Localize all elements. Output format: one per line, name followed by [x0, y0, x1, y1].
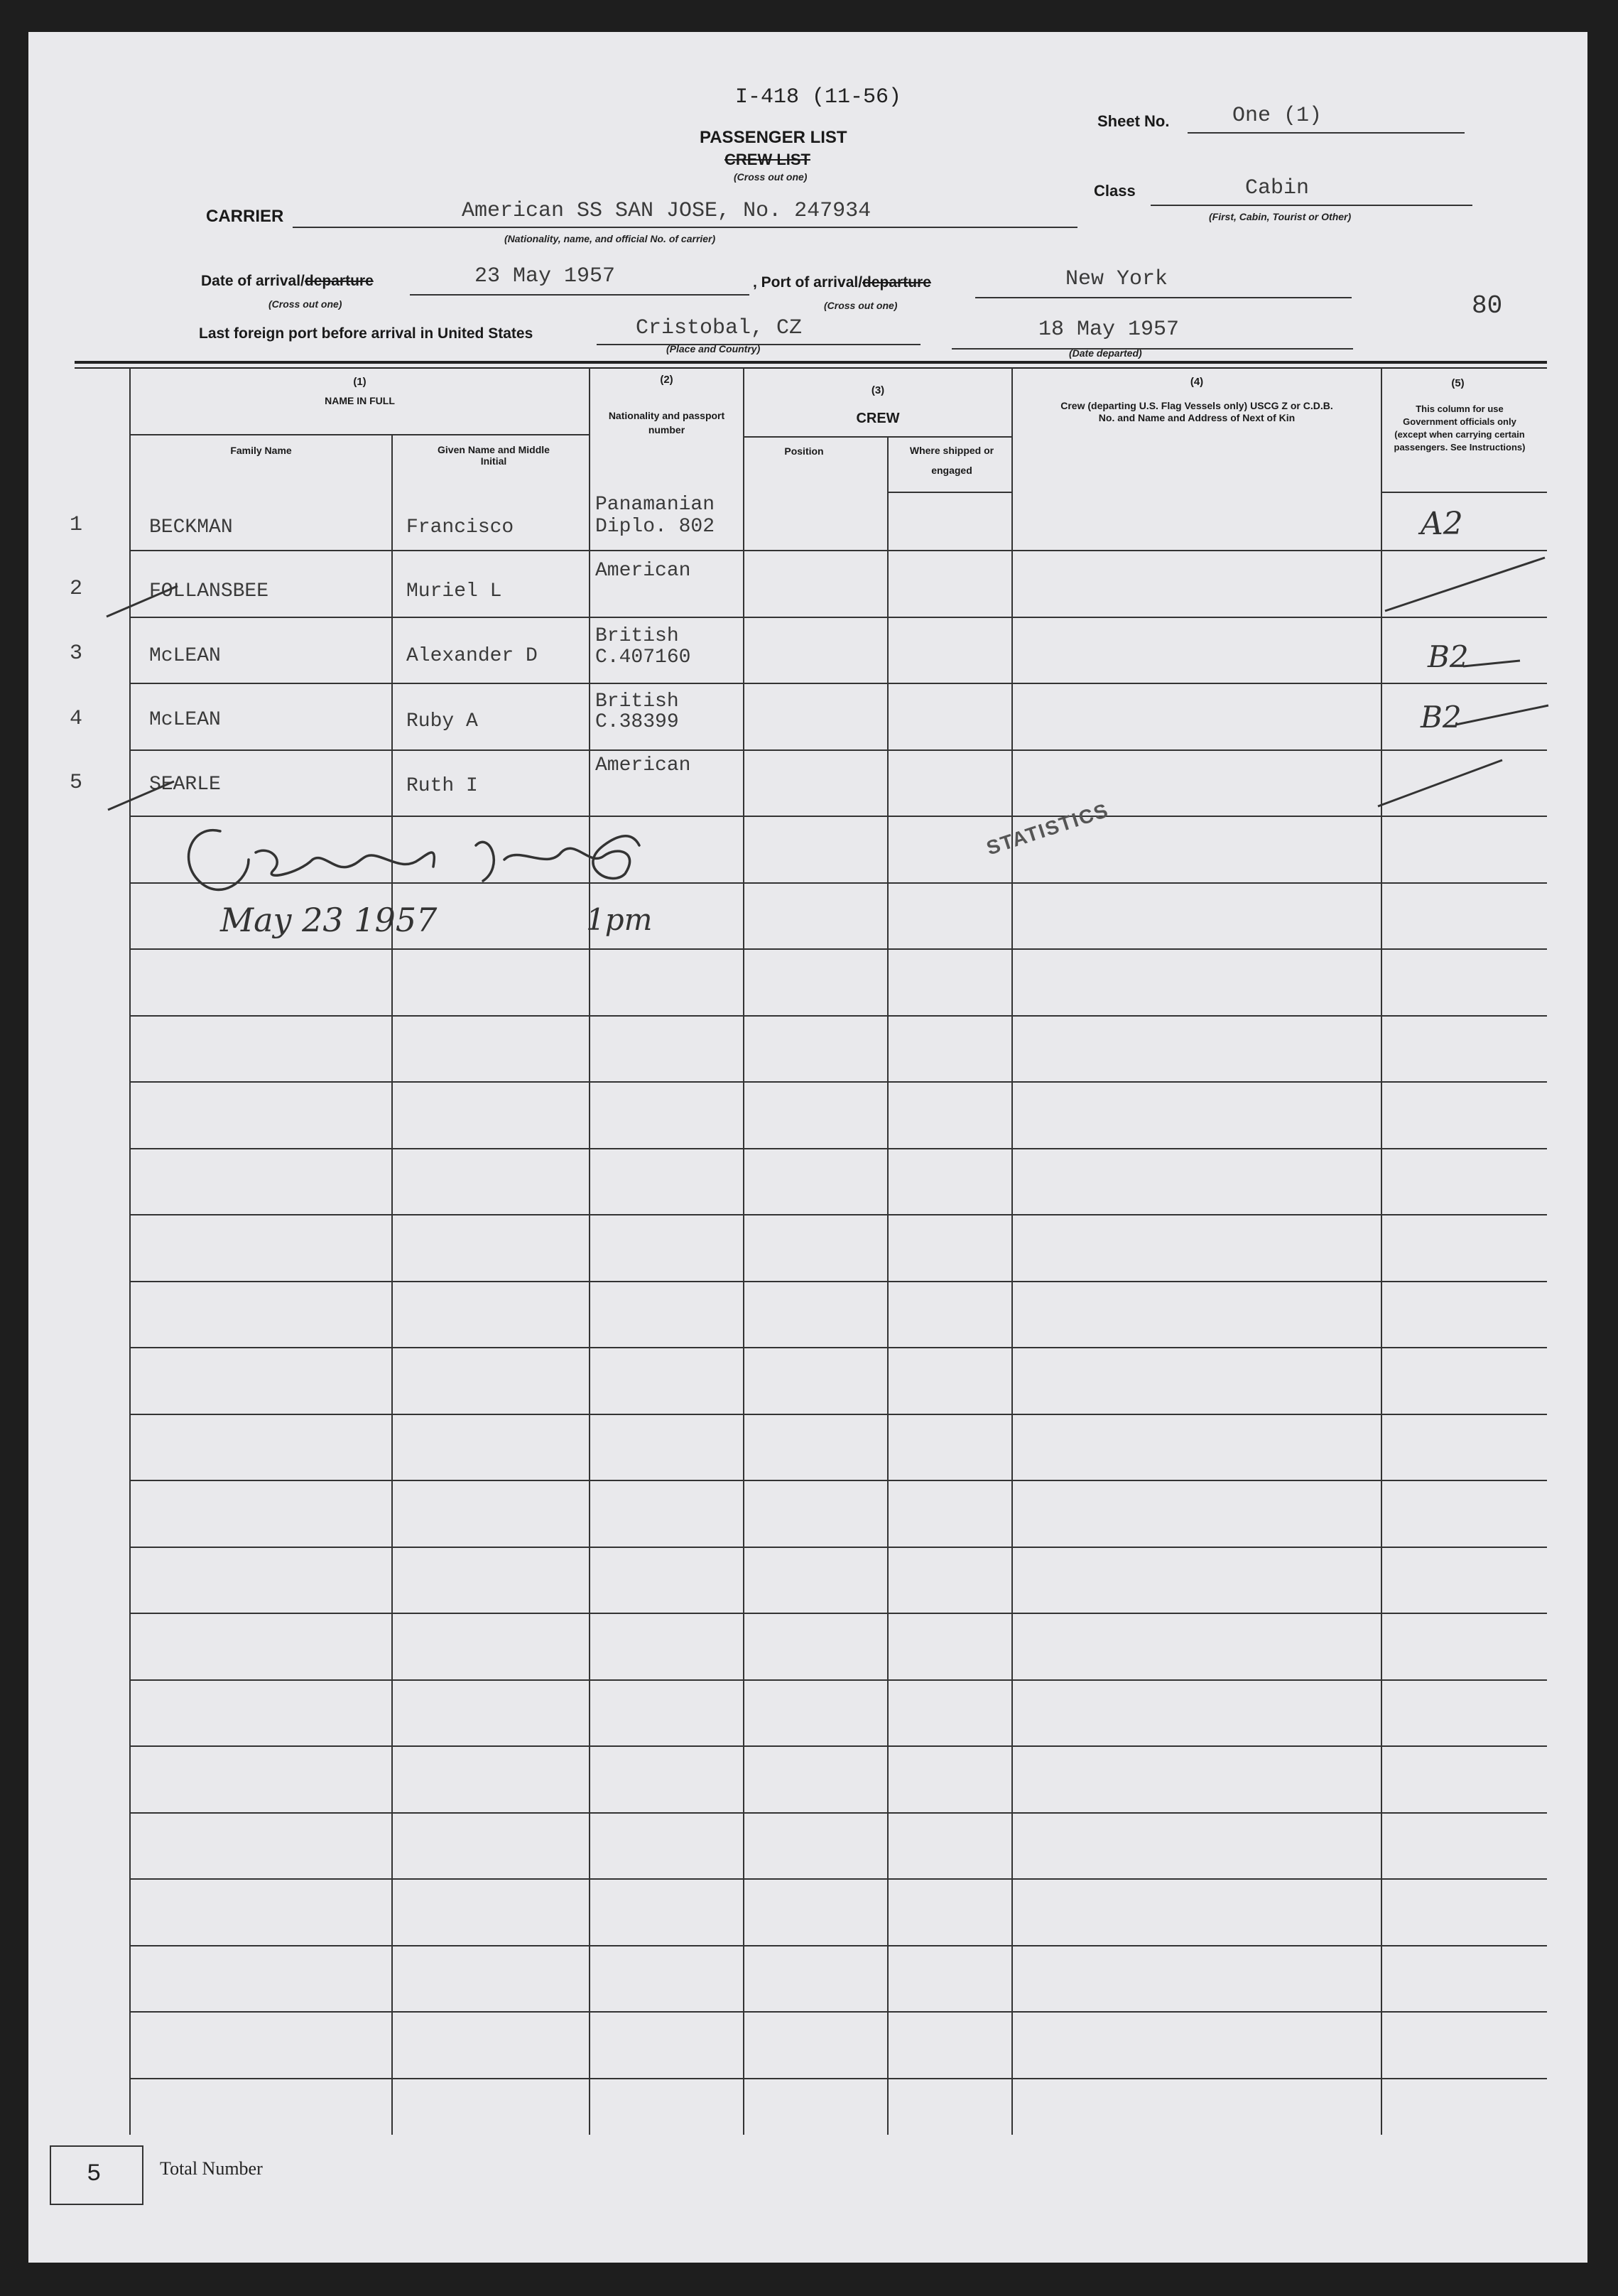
crew-list-struck: CREW LIST — [724, 151, 810, 168]
given-name: Francisco — [406, 516, 514, 538]
departed-line — [952, 348, 1353, 350]
col2-title: Nationality and passport number — [608, 410, 725, 435]
nationality: Panamanian — [595, 494, 715, 516]
position-header: Position — [784, 445, 824, 457]
carrier-line — [293, 227, 1077, 228]
form-number: I-418 (11-56) — [735, 85, 902, 109]
departed-value: 18 May 1957 — [1038, 318, 1180, 342]
col1-title: NAME IN FULL — [325, 395, 395, 406]
family-name: BECKMAN — [149, 516, 233, 538]
official-mark: B2 — [1421, 700, 1462, 735]
passport-number: Diplo. 802 — [595, 516, 715, 538]
date-label-struck: departure — [304, 273, 374, 289]
given-name: Ruby A — [406, 710, 478, 732]
row-number: 4 — [70, 707, 83, 731]
handwritten-date: May 23 1957 — [220, 901, 438, 939]
port-label-struck: departure — [862, 274, 931, 291]
nationality: American — [595, 560, 691, 582]
port-value: New York — [1065, 267, 1168, 291]
port-hint: (Cross out one) — [824, 300, 898, 311]
date-line — [410, 294, 749, 296]
class-hint: (First, Cabin, Tourist or Other) — [1209, 211, 1352, 222]
col2-num: (2) — [660, 374, 673, 386]
port-label-text: , Port of arrival/ — [753, 274, 863, 291]
family-name-header: Family Name — [230, 445, 292, 456]
sheet-value: One (1) — [1232, 104, 1323, 128]
col3-num: (3) — [871, 384, 885, 396]
col3-title: CREW — [856, 411, 900, 426]
class-line — [1151, 205, 1472, 206]
col1-num: (1) — [353, 376, 367, 388]
official-mark: A2 — [1421, 506, 1463, 542]
port-label — [753, 274, 931, 291]
passport-number: C.407160 — [595, 646, 691, 668]
family-name: McLEAN — [149, 645, 221, 667]
last-port-label: Last foreign port before arrival in United States — [199, 325, 533, 342]
handwritten-time: 1pm — [586, 902, 653, 937]
total-label: Total Number — [160, 2158, 263, 2179]
given-name-header: Given Name and Middle Initial — [438, 444, 550, 467]
last-port-hint: (Place and Country) — [666, 343, 761, 354]
given-name: Muriel L — [406, 580, 502, 602]
carrier-value: American SS SAN JOSE, No. 247934 — [462, 199, 872, 223]
col5-num: (5) — [1451, 377, 1465, 389]
date-value: 23 May 1957 — [474, 264, 616, 288]
total-value: 5 — [87, 2161, 102, 2188]
col4-title: Crew (departing U.S. Flag Vessels only) USCG Z or C.D.B. No. and Name and Address of Next of Kin — [1060, 400, 1333, 423]
passport-number: C.38399 — [595, 711, 679, 733]
row-number: 5 — [70, 771, 83, 795]
nationality: American — [595, 754, 691, 776]
col4-num: (4) — [1190, 376, 1204, 388]
row-number: 3 — [70, 641, 83, 666]
date-label — [201, 273, 374, 290]
given-name: Ruth I — [406, 775, 478, 797]
sheet-line — [1188, 132, 1465, 134]
form-title-hint: (Cross out one) — [734, 171, 808, 183]
family-name: McLEAN — [149, 709, 221, 731]
document-page — [28, 32, 1587, 2263]
given-name: Alexander D — [406, 645, 538, 667]
official-mark: B2 — [1428, 639, 1469, 674]
page-number: 80 — [1472, 291, 1503, 320]
form-title: PASSENGER LIST — [700, 128, 847, 147]
family-name: FOLLANSBEE — [149, 580, 269, 602]
where-shipped-header: Where shipped or engaged — [909, 445, 994, 476]
row-number: 1 — [70, 513, 83, 537]
family-name: SEARLE — [149, 774, 221, 796]
port-line — [975, 297, 1352, 298]
sheet-label: Sheet No. — [1097, 112, 1170, 130]
statistics-stamp: STATISTICS — [984, 798, 1112, 860]
date-label-text: Date of arrival/ — [201, 273, 305, 289]
last-port-value: Cristobal, CZ — [636, 316, 803, 340]
class-value: Cabin — [1245, 176, 1310, 200]
row-number: 2 — [70, 577, 83, 601]
nationality: British — [595, 691, 679, 713]
date-hint: (Cross out one) — [268, 298, 342, 310]
carrier-hint: (Nationality, name, and official No. of carrier) — [504, 233, 716, 244]
departed-hint: (Date departed) — [1069, 347, 1142, 359]
col5-title: This column for use Government officials only (except when carrying certain passengers. See Instructions) — [1394, 404, 1526, 453]
carrier-label: CARRIER — [206, 207, 284, 226]
nationality: British — [595, 625, 679, 647]
class-label: Class — [1094, 182, 1136, 200]
